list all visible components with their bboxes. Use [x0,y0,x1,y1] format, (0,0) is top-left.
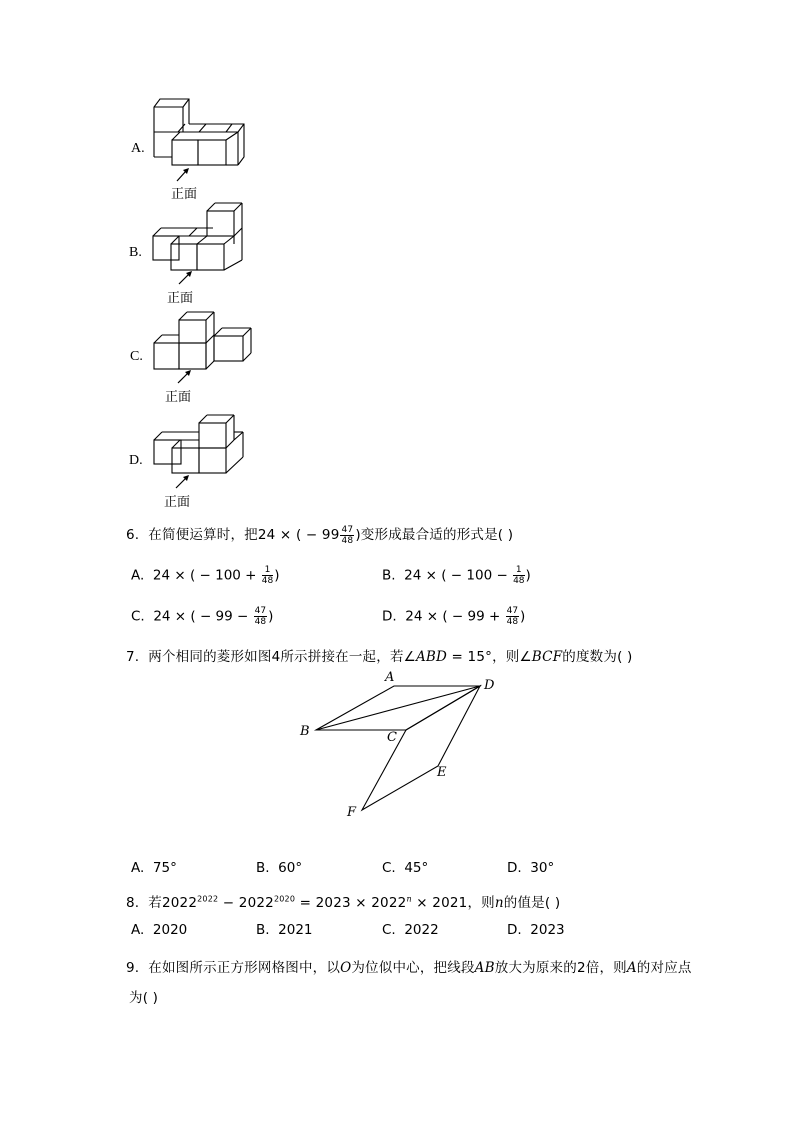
q9-text-c: 放大为原来的2倍，则 [494,960,627,976]
q9-var-a: A [626,960,637,976]
point-b-label: B [300,724,310,739]
option-a-front-label: 正面 [171,187,198,202]
q8-text-d: × 2021，则 [411,895,495,911]
choice-letter: A. [131,567,145,584]
frac-den: 48 [254,617,267,627]
q7-choice-c[interactable] [382,860,428,876]
frac-den: 48 [513,576,525,586]
option-a-letter: A. [131,141,145,156]
q9-text-a: 在如图所示正方形网格图中，以 [148,960,341,976]
q8-choice-d[interactable] [507,922,565,938]
point-e-label: E [437,765,447,780]
q8-choice-c[interactable] [382,922,439,938]
choice-value: 45° [404,860,429,876]
q9-text-d: 的对应点 [636,960,692,976]
q6-frac-den: 48 [341,535,354,546]
option-d-letter: D. [129,453,143,468]
choice-close: ) [525,567,531,584]
q6-number: 6. [126,527,140,543]
q7-choice-b[interactable] [256,860,302,876]
q7-text-a: 两个相同的菱形如图4所示拼接在一起，若∠ [148,649,416,665]
option-c-front-label: 正面 [165,390,192,405]
choice-expr: 24 × ( − 99 − [153,608,253,625]
choice-letter: C. [382,922,396,938]
q9-stem-line2: 为( ) [129,990,159,1006]
q8-number: 8. [126,895,140,911]
q8-choice-b[interactable] [256,922,313,938]
q7-number: 7. [126,649,140,665]
option-b-front-label: 正面 [167,291,194,306]
q8-text-b: − 2022 [218,895,274,911]
q9-stem-line1 [126,956,692,976]
frac-num: 1 [262,565,273,576]
q9-var-ab: AB [474,960,495,976]
q9-var-o: O [340,960,352,976]
q8-exp-1: 2022 [197,894,219,904]
choice-letter: B. [256,860,270,876]
frac-den: 48 [261,576,274,586]
choice-close: ) [520,608,526,625]
q6-text-before: 在简便运算时，把24 × ( − 99 [148,527,340,543]
choice-value: 2021 [278,922,313,938]
choice-value: 2023 [530,922,565,938]
q8-var-n: n [494,895,504,911]
choice-letter: A. [131,860,145,876]
choice-value: 30° [530,860,555,876]
point-f-label: F [347,805,357,820]
frac-num: 1 [513,565,524,576]
q8-exp-2: 2020 [273,894,296,904]
option-d-front-label: 正面 [164,495,191,510]
option-b-letter: B. [129,245,142,260]
q8-text-a: 若2022 [148,895,198,911]
q7-choice-d[interactable] [507,860,554,876]
frac-num: 47 [254,606,267,616]
choice-close: ) [274,567,280,584]
q8-text-e: 的值是( ) [503,895,561,911]
choice-close: ) [268,608,274,625]
option-c-letter: C. [130,349,143,364]
q7-choice-a[interactable] [131,860,177,876]
q8-stem [126,891,560,911]
point-c-label: C [387,730,397,745]
point-a-label: A [385,670,395,685]
choice-value: 75° [152,860,177,876]
choice-expr: 24 × ( − 99 + [405,608,505,625]
q7-angle-bcf: BCF [531,649,563,665]
q9-number: 9. [126,960,140,976]
choice-letter: D. [382,608,397,625]
choice-value: 2022 [404,922,439,938]
q8-text-c: = 2023 × 2022 [295,895,407,911]
choice-expr: 24 × ( − 100 − [404,567,513,584]
q7-text-b: = 15°，则∠ [447,649,532,665]
q7-text-c: 的度数为( ) [562,649,633,665]
choice-value: 60° [278,860,303,876]
q8-choice-a[interactable] [131,922,187,938]
q7-angle-abd: ABD [415,649,448,665]
choice-letter: D. [507,922,522,938]
frac-num: 47 [506,606,519,616]
choice-letter: C. [382,860,396,876]
choice-letter: A. [131,922,145,938]
q9-text-b: 为位似中心，把线段 [351,960,475,976]
choice-expr: 24 × ( − 100 + [152,567,261,584]
frac-den: 48 [506,617,519,627]
choice-letter: C. [131,608,145,625]
q6-text-after: )变形成最合适的形式是( ) [355,527,514,543]
q8-exp-n: n [406,894,412,904]
point-d-label: D [484,678,495,693]
choice-letter: B. [382,567,396,584]
choice-letter: B. [256,922,270,938]
q6-frac-num: 47 [341,524,354,535]
choice-letter: D. [507,860,522,876]
choice-value: 2020 [152,922,188,938]
